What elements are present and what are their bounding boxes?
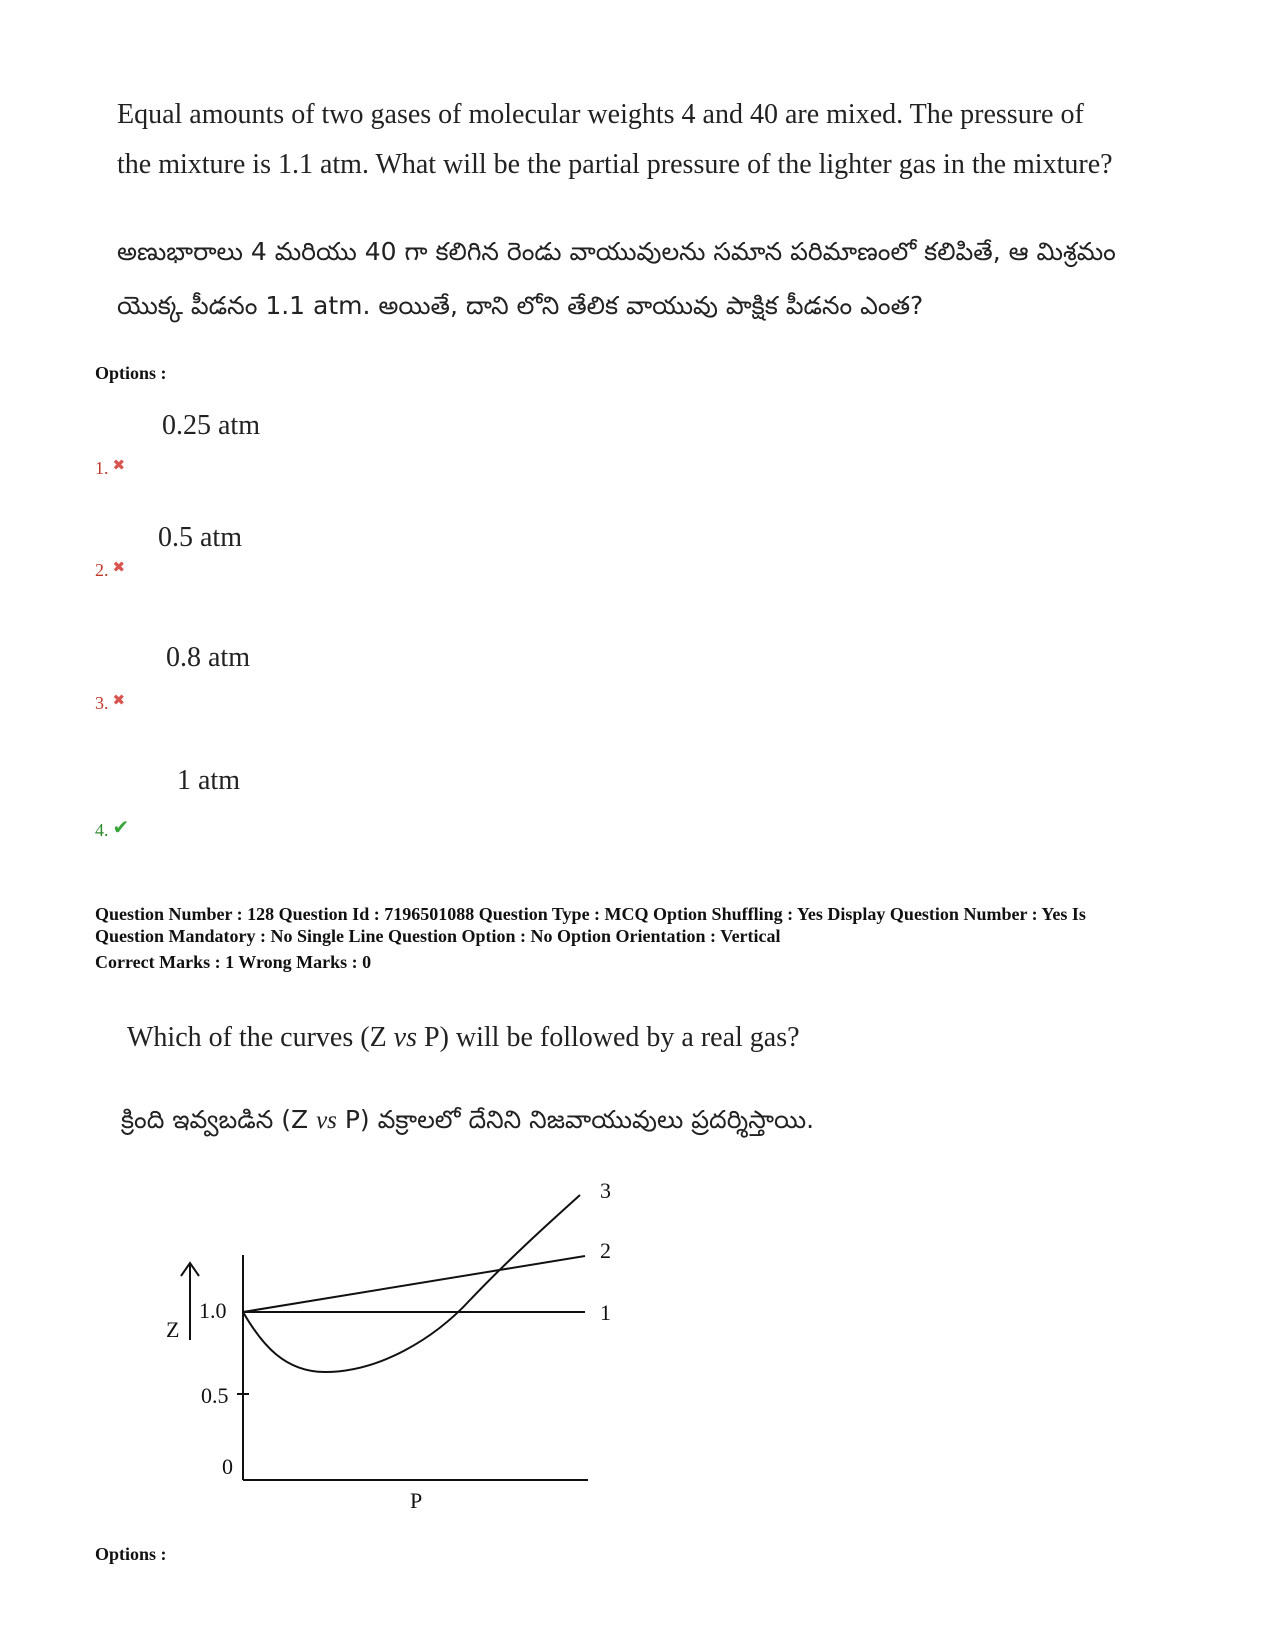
q128-english-prefix: Which of the curves (Z	[127, 1022, 394, 1053]
q128-english-vs: vs	[393, 1022, 417, 1053]
marks-line: Correct Marks : 1 Wrong Marks : 0	[95, 952, 372, 972]
metadata-line-2: Question Mandatory : No Single Line Question Option : No Option Orientation : Vertical	[95, 926, 781, 946]
wrong-mark-icon: ✖	[112, 693, 126, 709]
y-axis-label: Z	[166, 1317, 180, 1342]
q128-telugu-vs: vs	[316, 1107, 337, 1134]
wrong-mark-icon: ✖	[112, 560, 126, 576]
option-4-label: 4.	[95, 820, 109, 840]
question-127-english-line-2: the mixture is 1.1 atm. What will be the partial pressure of the lighter gas in the mixture?	[117, 149, 1113, 180]
correct-check-icon: ✔	[112, 817, 130, 839]
option-3-label: 3.	[95, 693, 109, 713]
option-1-label: 1.	[95, 458, 109, 478]
option-3-text[interactable]: 0.8 atm	[166, 642, 250, 673]
y-tick-label-0.5: 0.5	[201, 1383, 229, 1408]
y-tick-label-0: 0	[222, 1454, 233, 1479]
curve-label-2: 2	[600, 1238, 611, 1263]
question-127-telugu-line-1: అణుభారాలు 4 మరియు 40 గా కలిగిన రెండు వాయువులను సమాన పరిమాణంలో కలిపితే, ఆ మిశ్రమం	[117, 237, 1116, 266]
options-label-127: Options :	[95, 363, 167, 383]
curve-label-3: 3	[600, 1178, 611, 1203]
option-2-label: 2.	[95, 560, 109, 580]
curve-label-1: 1	[600, 1300, 611, 1325]
q128-telugu-suffix: P) వక్రాలలో దేనిని నిజవాయువులు ప్రదర్శిస్తాయి.	[336, 1105, 815, 1134]
x-axis-label: P	[410, 1488, 423, 1513]
y-tick-label-1.0: 1.0	[199, 1298, 227, 1323]
option-4-text[interactable]: 1 atm	[177, 765, 240, 796]
q128-english-suffix: P) will be followed by a real gas?	[417, 1022, 800, 1053]
curve-2	[243, 1256, 585, 1312]
wrong-mark-icon: ✖	[112, 458, 126, 474]
q128-telugu-prefix: క్రింది ఇవ్వబడిన (Z	[121, 1105, 317, 1134]
question-127-telugu-line-2: యొక్క పీడనం 1.1 atm. అయితే, దాని లోని తేలిక వాయువు పాక్షిక పీడనం ఎంత?	[117, 291, 924, 320]
option-2-text[interactable]: 0.5 atm	[158, 522, 242, 553]
option-1-text[interactable]: 0.25 atm	[162, 410, 260, 441]
metadata-line-1: Question Number : 128 Question Id : 7196501088 Question Type : MCQ Option Shuffling : Yes Display Question Number : Yes Is	[95, 904, 1086, 924]
options-label-128: Options :	[95, 1544, 167, 1564]
question-127-english-line-1: Equal amounts of two gases of molecular weights 4 and 40 are mixed. The pressure of	[117, 99, 1084, 130]
